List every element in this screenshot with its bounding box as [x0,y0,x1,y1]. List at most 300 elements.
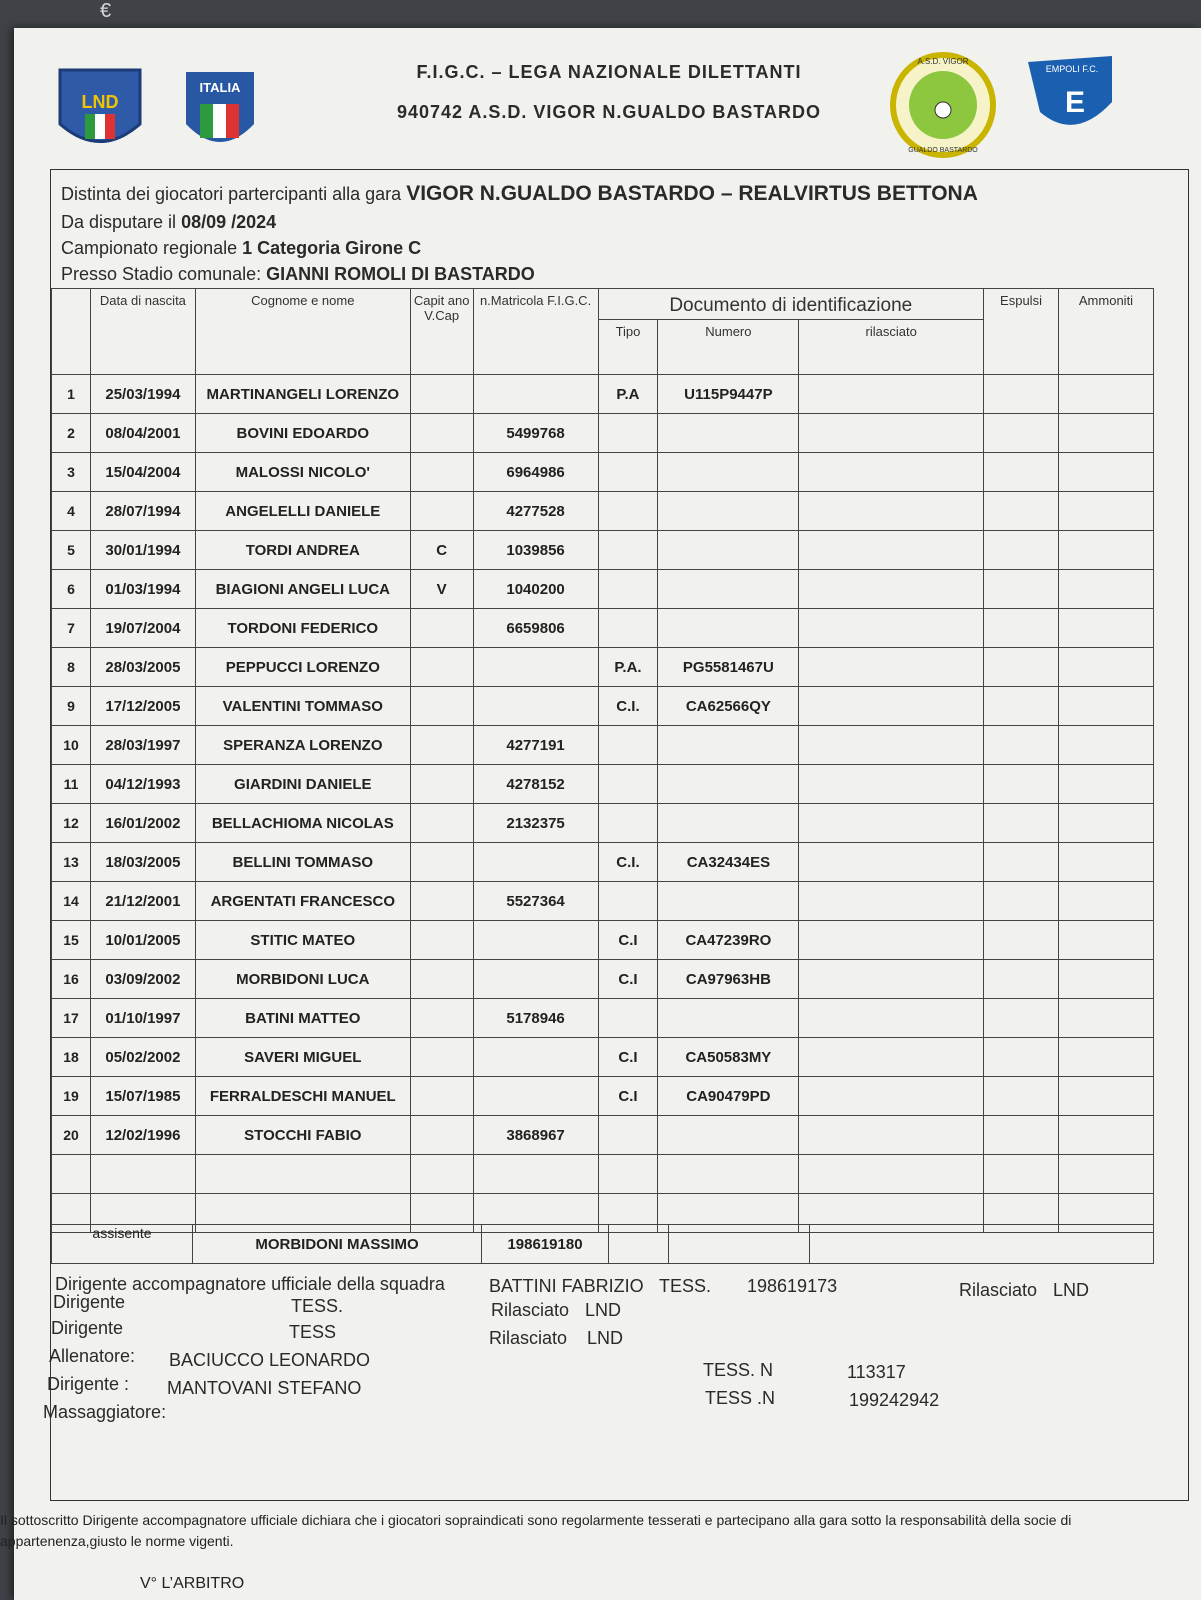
lnd-logo-icon [50,64,150,159]
player-captain [410,648,473,687]
assistant-row [52,1225,1154,1264]
roster-body [52,289,1154,1233]
player-birth: 19/07/2004 [90,609,195,648]
player-captain [410,960,473,999]
player-sent-off [984,999,1059,1038]
assistant-name: MORBIDONI MASSIMO [193,1225,482,1264]
player-doc-issued [799,1077,984,1116]
massaggiatore-label: Massaggiatore: [43,1402,167,1422]
table-row [52,570,1154,609]
player-name: VALENTINI TOMMASO [195,687,410,726]
player-booked [1058,492,1153,531]
player-matricola [473,921,598,960]
player-doc-type [598,414,658,453]
player-doc-issued [799,1116,984,1155]
player-captain [410,999,473,1038]
player-booked [1058,570,1153,609]
table-row [52,648,1154,687]
player-booked [1058,453,1153,492]
player-matricola: 5499768 [473,414,598,453]
dirigente-2-tess-label: TESS [289,1322,337,1342]
player-number: 1 [52,375,91,414]
dirigente-2-rilasciato-label: Rilasciato [489,1328,568,1348]
player-name: GIARDINI DANIELE [195,765,410,804]
player-matricola: 3868967 [473,1116,598,1155]
player-number: 10 [52,726,91,765]
player-birth: 04/12/1993 [90,765,195,804]
player-doc-number: PG5581467U [658,648,799,687]
player-doc-issued [799,1155,984,1194]
player-number: 15 [52,921,91,960]
player-doc-issued [799,414,984,453]
player-doc-number [658,414,799,453]
player-booked [1058,726,1153,765]
official-lead-tess-label: TESS. [659,1276,712,1296]
dirigente-3-tess-label: TESS .N [705,1388,776,1408]
player-sent-off [984,843,1059,882]
player-number: 20 [52,1116,91,1155]
intro-match-label: Distinta dei giocatori partercipanti alla gara [61,184,402,204]
table-row [52,804,1154,843]
player-booked [1058,687,1153,726]
dirigente-3-tess: 199242942 [849,1390,940,1410]
intro-match: VIGOR N.GUALDO BASTARDO – REALVIRTUS BETTONA [406,182,978,205]
player-doc-type [598,882,658,921]
player-sent-off [984,453,1059,492]
player-booked [1058,414,1153,453]
player-number: 5 [52,531,91,570]
dirigente-1-label: Dirigente [53,1292,126,1312]
assistant-tipo [609,1225,669,1264]
player-doc-issued [799,453,984,492]
player-captain [410,687,473,726]
player-doc-number [658,1116,799,1155]
player-doc-type [598,1116,658,1155]
assistant-number: 198619180 [482,1225,609,1264]
player-doc-type: C.I [598,1077,658,1116]
player-birth: 18/03/2005 [90,843,195,882]
player-name [195,1155,410,1194]
player-birth: 01/03/1994 [90,570,195,609]
player-doc-issued [799,804,984,843]
player-captain [410,882,473,921]
col-matricola-header: n.Matricola F.I.G.C. [473,289,598,375]
player-doc-issued [799,960,984,999]
player-doc-issued [799,687,984,726]
player-doc-type: C.I [598,921,658,960]
dirigente-2-label: Dirigente [51,1318,124,1338]
player-name: BOVINI EDOARDO [195,414,410,453]
player-number: 4 [52,492,91,531]
player-doc-issued [799,1038,984,1077]
player-number: 6 [52,570,91,609]
player-doc-number [658,1155,799,1194]
player-name: TORDONI FEDERICO [195,609,410,648]
player-name: MORBIDONI LUCA [195,960,410,999]
player-number: 16 [52,960,91,999]
player-doc-number: CA47239RO [658,921,799,960]
player-matricola [473,375,598,414]
player-doc-number [658,492,799,531]
player-number: 7 [52,609,91,648]
player-birth: 15/04/2004 [90,453,195,492]
player-doc-issued [799,726,984,765]
player-doc-type [598,609,658,648]
player-doc-type [598,765,658,804]
player-captain [410,1038,473,1077]
player-number: 3 [52,453,91,492]
player-name: MALOSSI NICOLO' [195,453,410,492]
player-matricola [473,687,598,726]
player-sent-off [984,570,1059,609]
col-name-header: Cognome e nome [195,289,410,375]
player-birth: 30/01/1994 [90,531,195,570]
player-number [52,1155,91,1194]
table-row [52,999,1154,1038]
player-captain [410,765,473,804]
background-symbol: € [100,0,112,22]
player-birth: 10/01/2005 [90,921,195,960]
player-doc-number [658,570,799,609]
player-matricola: 5527364 [473,882,598,921]
player-sent-off [984,375,1059,414]
player-matricola: 4277191 [473,726,598,765]
allenatore-tess: 113317 [847,1362,906,1382]
player-name: SPERANZA LORENZO [195,726,410,765]
player-doc-number [658,999,799,1038]
player-matricola [473,1155,598,1194]
player-number: 19 [52,1077,91,1116]
player-doc-issued [799,921,984,960]
player-doc-type: C.I. [598,843,658,882]
player-number: 12 [52,804,91,843]
player-sent-off [984,414,1059,453]
player-captain [410,921,473,960]
svg-text:E: E [1064,86,1086,119]
official-lead-name: BATTINI FABRIZIO [489,1276,644,1296]
header-club: 940742 A.S.D. VIGOR N.GUALDO BASTARDO [396,102,822,122]
player-doc-issued [799,531,984,570]
player-name: FERRALDESCHI MANUEL [195,1077,410,1116]
player-doc-number: CA32434ES [658,843,799,882]
player-captain [410,414,473,453]
player-number: 8 [52,648,91,687]
table-row [52,531,1154,570]
vigor-logo-top-text: A.S.D. VIGOR [917,57,969,66]
player-sent-off [984,1155,1059,1194]
player-doc-type [598,531,658,570]
dirigente-2-rilasciato: LND [587,1328,624,1348]
player-matricola: 5178946 [473,999,598,1038]
col-birth-header: Data di nascita [90,289,195,375]
player-number: 2 [52,414,91,453]
player-doc-type [598,453,658,492]
col-tipo-header: Tipo [598,320,658,375]
player-booked [1058,531,1153,570]
player-doc-type: C.I. [598,687,658,726]
player-birth: 12/02/1996 [90,1116,195,1155]
col-captain-header: Capit ano V.Cap [410,289,473,375]
official-lead-rilasciato-label: Rilasciato [959,1280,1038,1300]
player-booked [1058,960,1153,999]
player-name: STOCCHI FABIO [195,1116,410,1155]
table-row [52,1038,1154,1077]
player-sent-off [984,648,1059,687]
player-doc-number: CA97963HB [658,960,799,999]
player-doc-type [598,1155,658,1194]
col-document-header: Documento di identificazione [598,289,984,320]
player-sent-off [984,531,1059,570]
player-matricola: 6659806 [473,609,598,648]
intro-date-label: Da disputare il [61,212,177,232]
player-booked [1058,882,1153,921]
player-doc-issued [799,843,984,882]
dirigente-3-name: MANTOVANI STEFANO [167,1378,362,1398]
player-matricola: 6964986 [473,453,598,492]
col-rilasciato-header: rilasciato [799,320,984,375]
assistant-label: assisente [52,1225,193,1264]
player-doc-type: P.A [598,375,658,414]
player-captain [410,375,473,414]
player-sent-off [984,960,1059,999]
col-ammoniti-header: Ammoniti [1058,289,1153,375]
dirigente-3-label: Dirigente : [47,1374,130,1394]
player-captain [410,453,473,492]
col-numero-header: Numero [658,320,799,375]
player-name: BELLACHIOMA NICOLAS [195,804,410,843]
player-doc-type [598,804,658,843]
player-doc-type: P.A. [598,648,658,687]
vigor-logo-icon [888,50,998,160]
player-birth: 16/01/2002 [90,804,195,843]
player-sent-off [984,921,1059,960]
player-booked [1058,1038,1153,1077]
intro-category-label: Campionato regionale [61,238,238,258]
player-sent-off [984,609,1059,648]
dirigente-1-rilasciato: LND [585,1300,622,1320]
player-sent-off [984,1038,1059,1077]
player-doc-issued [799,999,984,1038]
table-row [52,1155,1154,1194]
intro-line-4 [61,264,535,285]
document-sheet [14,28,1201,1600]
player-name: PEPPUCCI LORENZO [195,648,410,687]
assistant-numero [669,1225,810,1264]
player-captain [410,1077,473,1116]
player-doc-issued [799,570,984,609]
referee-label: V° L’ARBITRO [140,1575,245,1592]
assistant-rest [810,1225,1154,1264]
italia-logo-icon [180,60,260,160]
player-birth: 03/09/2002 [90,960,195,999]
player-doc-number [658,804,799,843]
player-matricola: 1039856 [473,531,598,570]
player-matricola: 4277528 [473,492,598,531]
player-name: SAVERI MIGUEL [195,1038,410,1077]
player-name: ANGELELLI DANIELE [195,492,410,531]
player-captain [410,1116,473,1155]
player-birth: 28/03/1997 [90,726,195,765]
player-number: 13 [52,843,91,882]
player-sent-off [984,882,1059,921]
table-row [52,453,1154,492]
table-row [52,960,1154,999]
player-doc-type [598,570,658,609]
roster-table [51,288,1154,1233]
player-doc-number: CA62566QY [658,687,799,726]
player-doc-issued [799,492,984,531]
player-birth: 21/12/2001 [90,882,195,921]
player-doc-type: C.I [598,1038,658,1077]
intro-date: 08/09 /2024 [181,212,277,232]
player-sent-off [984,1077,1059,1116]
player-doc-issued [799,765,984,804]
player-booked [1058,804,1153,843]
empoli-logo-icon [1020,52,1120,142]
player-doc-number: CA90479PD [658,1077,799,1116]
roster-frame [43,169,1189,1501]
player-captain: V [410,570,473,609]
player-sent-off [984,726,1059,765]
player-matricola [473,843,598,882]
player-name: BELLINI TOMMASO [195,843,410,882]
player-captain [410,1155,473,1194]
intro-line-3 [61,238,421,259]
player-matricola: 4278152 [473,765,598,804]
player-doc-issued [799,375,984,414]
official-lead-tess: 198619173 [747,1276,838,1296]
player-birth: 25/03/1994 [90,375,195,414]
player-name: BIAGIONI ANGELI LUCA [195,570,410,609]
player-number: 18 [52,1038,91,1077]
intro-category: 1 Categoria Girone C [242,238,422,258]
table-row [52,882,1154,921]
col-espulsi-header: Espulsi [984,289,1059,375]
vigor-logo-bottom-text: GUALDO BASTARDO [908,147,978,154]
player-doc-number: U115P9447P [658,375,799,414]
allenatore-tess-label: TESS. N [703,1360,774,1380]
intro-stadium-label: Presso Stadio comunale: [61,264,262,284]
player-doc-type [598,492,658,531]
player-doc-number [658,609,799,648]
player-booked [1058,648,1153,687]
player-matricola [473,960,598,999]
player-booked [1058,609,1153,648]
player-captain: C [410,531,473,570]
player-sent-off [984,687,1059,726]
player-name: STITIC MATEO [195,921,410,960]
table-row [52,1077,1154,1116]
declaration-text: Il sottoscritto Dirigente accompagnatore ufficiale dichiara che i giocatori sopraindicati sono regolarmente tesserati e partecipano alla gara sotto la responsabilità della socie di appartenenza,giusto le norme vigenti. [0,1512,1072,1549]
player-birth: 08/04/2001 [90,414,195,453]
player-captain [410,609,473,648]
roster-header-row [52,289,1154,320]
player-name: TORDI ANDREA [195,531,410,570]
player-birth: 05/02/2002 [90,1038,195,1077]
player-name: MARTINANGELI LORENZO [195,375,410,414]
italia-logo-text: ITALIA [199,80,241,95]
player-birth: 17/12/2005 [90,687,195,726]
player-birth: 28/07/1994 [90,492,195,531]
official-lead-label: Dirigente accompagnatore ufficiale della squadra [55,1274,445,1294]
player-matricola [473,648,598,687]
player-number: 9 [52,687,91,726]
allenatore-name: BACIUCCO LEONARDO [169,1350,371,1370]
player-booked [1058,765,1153,804]
table-row [52,921,1154,960]
table-row [52,843,1154,882]
player-booked [1058,999,1153,1038]
player-sent-off [984,492,1059,531]
player-doc-number [658,453,799,492]
player-booked [1058,1155,1153,1194]
player-birth: 15/07/1985 [90,1077,195,1116]
table-row [52,687,1154,726]
table-row [52,726,1154,765]
player-booked [1058,1116,1153,1155]
player-number: 14 [52,882,91,921]
col-number-header [52,289,91,375]
lnd-logo-text: LND [81,92,119,112]
player-matricola [473,1077,598,1116]
player-doc-issued [799,882,984,921]
player-doc-number [658,726,799,765]
player-doc-number [658,531,799,570]
player-doc-number [658,882,799,921]
player-doc-type [598,726,658,765]
table-row [52,492,1154,531]
intro-stadium: GIANNI ROMOLI DI BASTARDO [266,264,535,284]
assistant-table [51,1224,1154,1264]
player-booked [1058,375,1153,414]
player-matricola: 1040200 [473,570,598,609]
intro-line-1 [61,182,978,206]
player-matricola [473,1038,598,1077]
player-doc-number: CA50583MY [658,1038,799,1077]
player-birth: 01/10/1997 [90,999,195,1038]
player-booked [1058,1077,1153,1116]
allenatore-label: Allenatore: [49,1346,136,1366]
dirigente-1-tess-label: TESS. [291,1296,344,1316]
table-row [52,1116,1154,1155]
player-birth: 28/03/2005 [90,648,195,687]
player-captain [410,804,473,843]
player-doc-type: C.I [598,960,658,999]
player-doc-issued [799,609,984,648]
intro-line-2 [61,212,276,233]
player-birth [90,1155,195,1194]
player-doc-type [598,999,658,1038]
player-name: BATINI MATTEO [195,999,410,1038]
player-name: ARGENTATI FRANCESCO [195,882,410,921]
player-captain [410,843,473,882]
player-matricola: 2132375 [473,804,598,843]
player-sent-off [984,765,1059,804]
header-federation: F.I.G.C. – LEGA NAZIONALE DILETTANTI [416,62,802,82]
table-row [52,375,1154,414]
player-captain [410,492,473,531]
official-lead-rilasciato: LND [1053,1280,1090,1300]
empoli-logo-text: EMPOLI F.C. [1045,64,1099,74]
table-row [52,765,1154,804]
player-sent-off [984,804,1059,843]
player-booked [1058,843,1153,882]
player-sent-off [984,1116,1059,1155]
table-row [52,609,1154,648]
player-booked [1058,921,1153,960]
player-captain [410,726,473,765]
dirigente-1-rilasciato-label: Rilasciato [491,1300,570,1320]
